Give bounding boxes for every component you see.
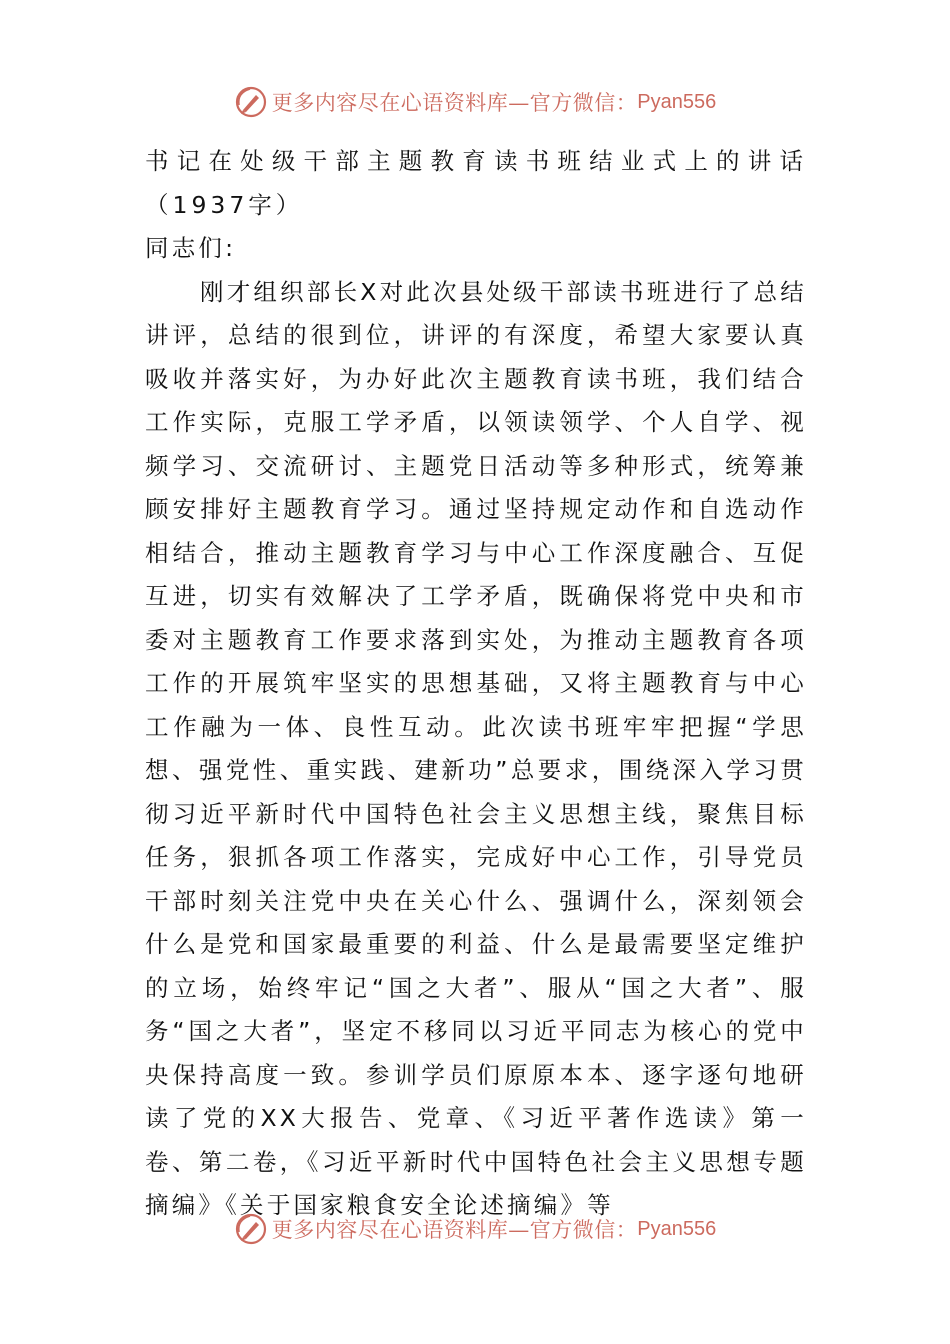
- body-paragraph: 刚才组织部长X对此次县处级干部读书班进行了总结讲评，总结的很到位，讲评的有深度，希望大家要认真吸收并落实好，为办好此次主题教育读书班，我们结合工作实际，克服工学矛盾，以领读领学、个人自学、视频学习、交流研讨、主题党日活动等多种形式，统筹兼顾安排好主题教育学习。通过坚持规定动作和自选动作相结合，推动主题教育学习与中心工作深度融合、互促互进，切实有效解决了工学矛盾，既确保将党中央和市委对主题教育工作要求落到实处，为推动主题教育各项工作的开展筑牢坚实的思想基础，又将主题教育与中心工作融为一体、良性互动。此次读书班牢牢把握“学思想、强党性、重实践、建新功”总要求，围绕深入学习贯彻习近平新时代中国特色社会主义思想主线，聚焦目标任务，狠抓各项工作落实，完成好中心工作，引导党员干部时刻关注党中央在关心什么、强调什么，深刻领会什么是党和国家最重要的利益、什么是最需要坚定维护的立场，始终牢记“国之大者”、服从“国之大者”、服务“国之大者”，坚定不移同以习近平同志为核心的党中央保持高度一致。参训学员们原原本本、逐字逐句地研读了党的XX大报告、党章、《习近平著作选读》第一卷、第二卷，《习近平新时代中国特色社会主义思想专题摘编》《关于国家粮食安全论述摘编》等: [145, 277, 807, 1219]
- watermark-brand-text: 更多内容尽在心语资料库—官方微信：: [271, 1218, 638, 1242]
- pen-circle-logo-icon: [234, 85, 268, 119]
- document-body: [145, 140, 807, 1228]
- salutation: 同志们:: [145, 234, 237, 262]
- watermark-brand-text: 更多内容尽在心语资料库—官方微信：: [271, 91, 638, 115]
- watermark-contact: Pyan556: [637, 90, 717, 113]
- footer-watermark: [0, 1209, 950, 1249]
- header-watermark: [0, 82, 950, 122]
- pen-circle-logo-icon: [234, 1212, 268, 1246]
- watermark-contact: Pyan556: [637, 1217, 717, 1240]
- document-title: 书记在处级干部主题教育读书班结业式上的讲话（1937字）: [145, 147, 807, 219]
